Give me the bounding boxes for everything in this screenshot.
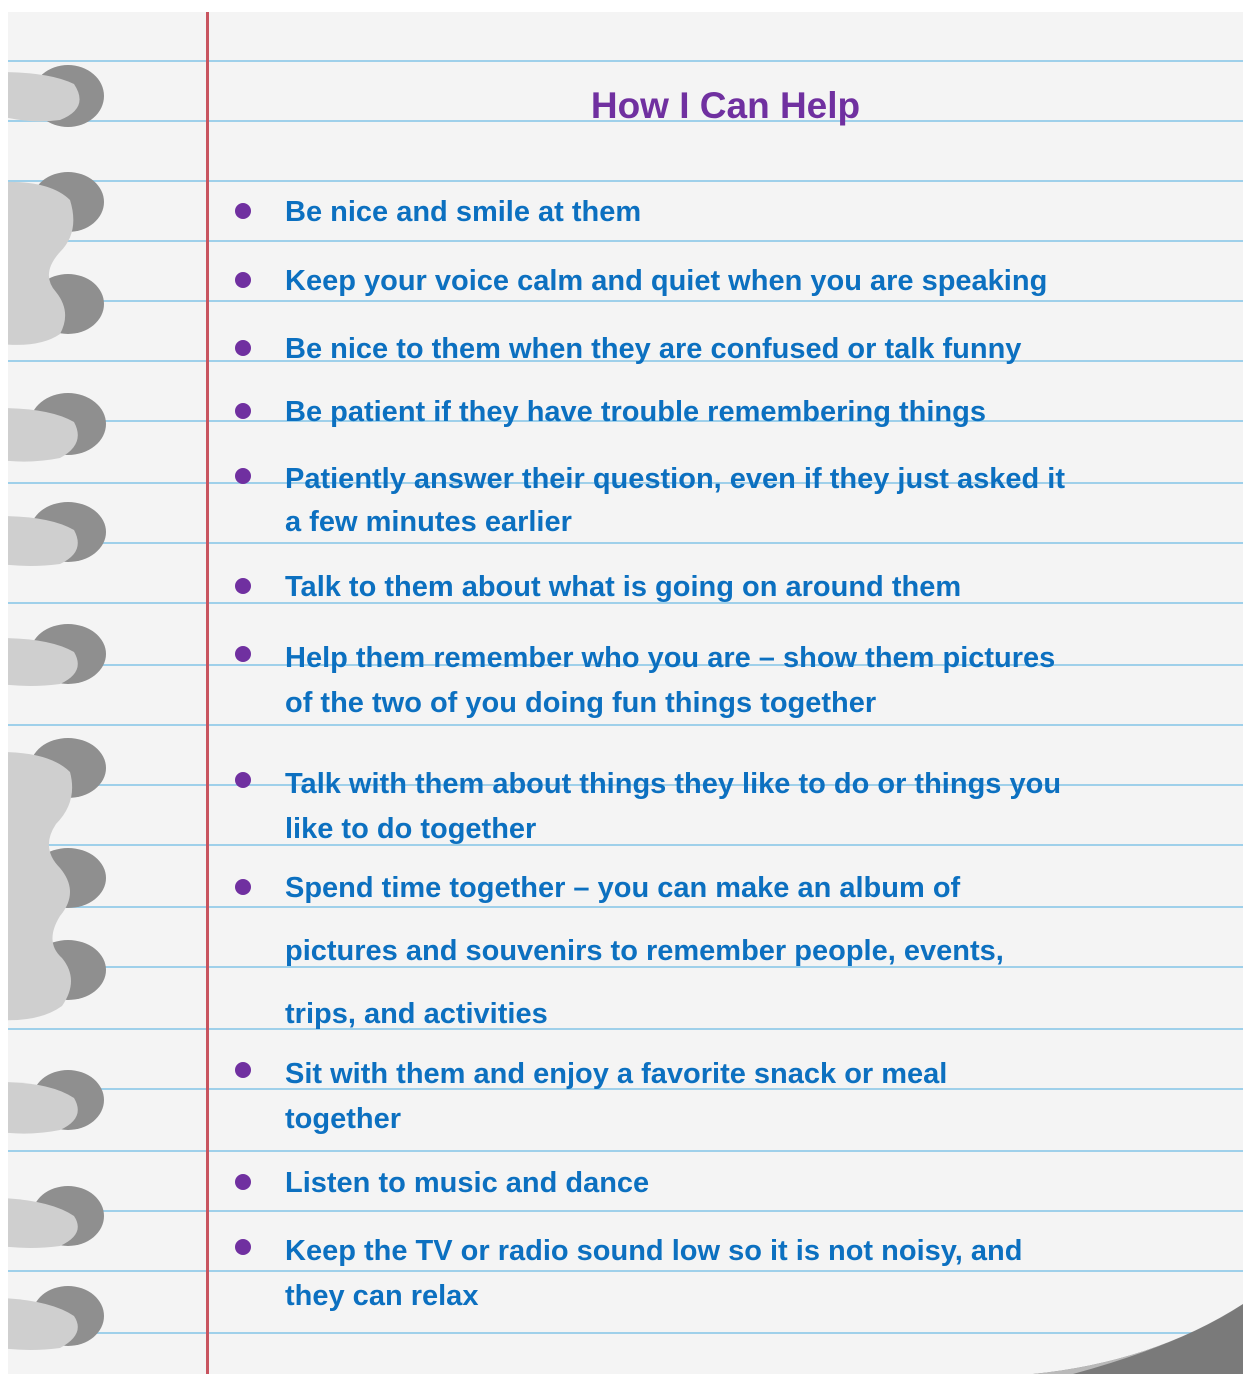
list-item-text: Be nice to them when they are confused or talk funny (285, 333, 1022, 365)
ruled-line (8, 180, 1243, 182)
ruled-line (8, 1210, 1243, 1212)
bullet-icon (235, 340, 251, 356)
list-item (235, 568, 961, 606)
page-curl (1033, 1304, 1243, 1374)
list-item (235, 330, 1021, 368)
list-item-text: Spend time together – you can make an album of pictures and souvenirs to remember people, events, trips, and activities (285, 872, 1004, 1030)
page-title: How I Can Help (590, 85, 861, 126)
bullet-icon (235, 468, 251, 484)
list-item (235, 393, 986, 431)
list-item (235, 1052, 947, 1142)
bullet-icon (235, 879, 251, 895)
list-item (235, 762, 1061, 852)
list-item (235, 636, 1055, 726)
list-item-text: Sit with them and enjoy a favorite snack or meal together (285, 1058, 948, 1135)
torn-edge-holes (8, 12, 140, 1374)
list-item-text: Be patient if they have trouble remembering things (285, 396, 986, 428)
ruled-line (8, 240, 1243, 242)
list-item (235, 262, 1047, 300)
list-item (235, 193, 641, 231)
bullet-icon (235, 272, 251, 288)
list-item-text: Be nice and smile at them (285, 196, 642, 228)
list-item (235, 1229, 1022, 1319)
list-item-text: Talk to them about what is going on around them (285, 571, 962, 603)
bullet-icon (235, 1239, 251, 1255)
list-item-text: Keep your voice calm and quiet when you are speaking (285, 265, 1048, 297)
list-item-text: Listen to music and dance (285, 1167, 650, 1199)
bullet-icon (235, 403, 251, 419)
ruled-line (8, 300, 1243, 302)
list-item (235, 1164, 649, 1202)
list-item (235, 869, 1004, 1046)
ruled-line (8, 60, 1243, 62)
list-item-text: Help them remember who you are – show them pictures of the two of you doing fun things together (285, 642, 1056, 719)
bullet-icon (235, 578, 251, 594)
bullet-icon (235, 1174, 251, 1190)
list-item-text: Patiently answer their question, even if they just asked it a few minutes earlier (285, 463, 1065, 538)
list-item-text: Keep the TV or radio sound low so it is not noisy, and they can relax (285, 1235, 1023, 1312)
bullet-icon (235, 1062, 251, 1078)
list-item (235, 458, 1065, 544)
margin-line (206, 12, 209, 1374)
bullet-icon (235, 772, 251, 788)
ruled-line (8, 1150, 1243, 1152)
bullet-icon (235, 646, 251, 662)
list-item-text: Talk with them about things they like to do or things you like to do together (285, 768, 1062, 845)
bullet-icon (235, 203, 251, 219)
